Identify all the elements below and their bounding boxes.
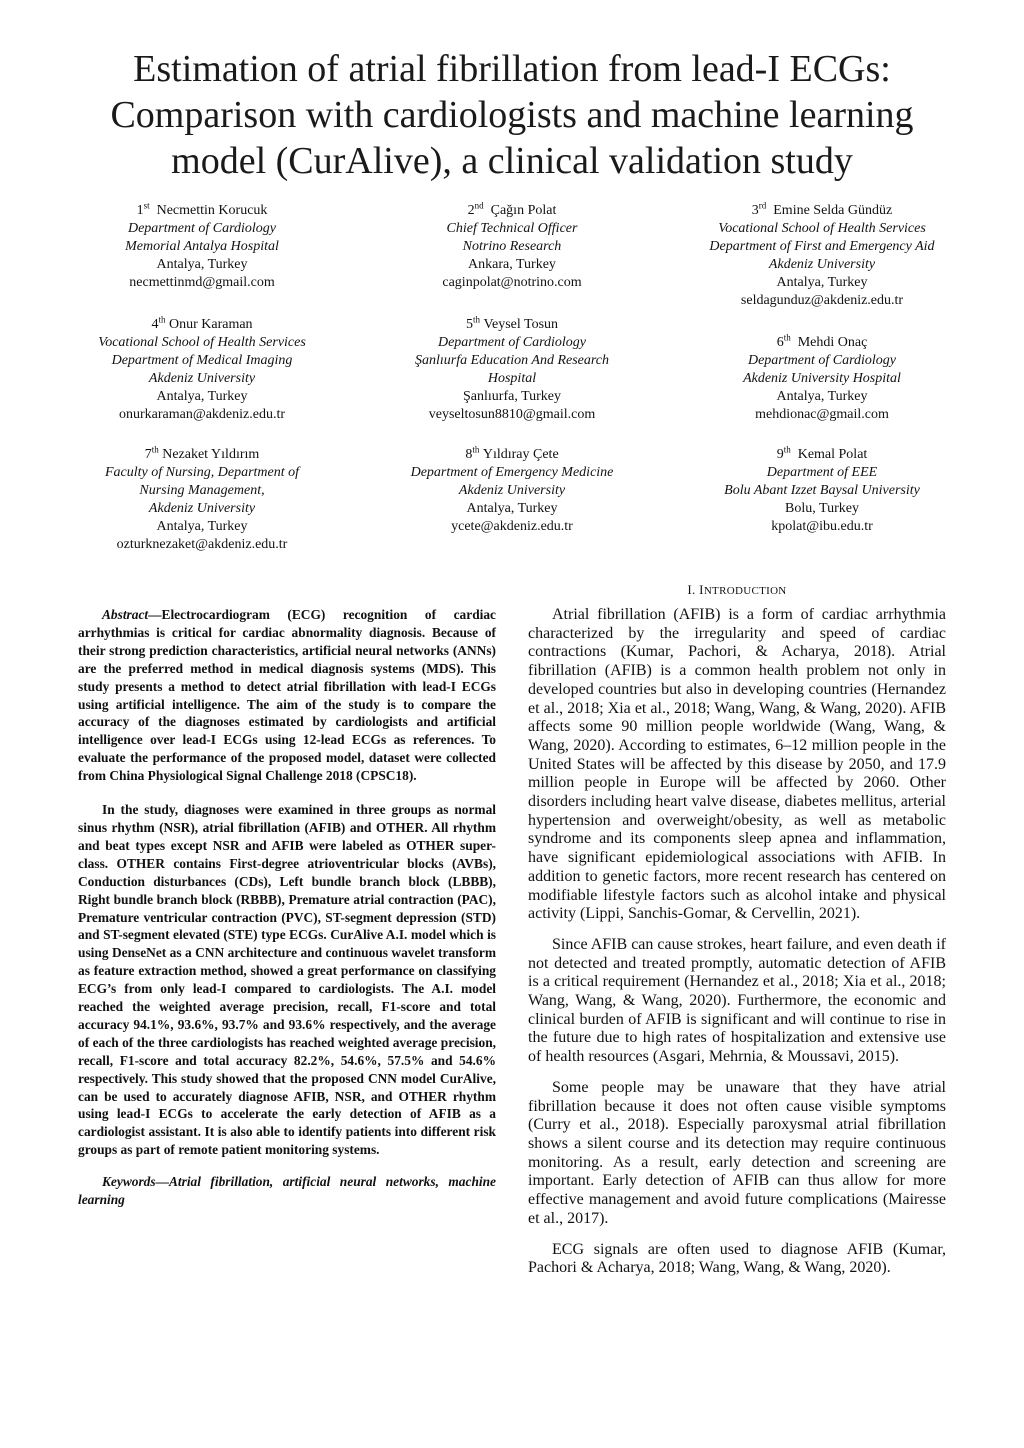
intro-paragraph: Atrial fibrillation (AFIB) is a form of cardiac arrhythmia characterized by the irregularity and speed of cardiac contractions (Kumar, Pachori, & Acharya, 2018). Atrial fibrillation (AFIB) is a common health problem not only in developed countries but also in developing countries (Hernandez et al., 2018; Xia et al., 2018; Wang, Wang, & Wang, 2020). AFIB affects some 90 million people worldwide (Wang, Wang, & Wang, 2020). According to estimates, 6–12 million people in the United States will be affected by this disease by 2050, and 17.9 million people in Europe will be affected by 2060. Other disorders including heart valve disease, diabetes mellitus, arterial hypertension and overweight/obesity, as well as metabolic syndrome and its components sleep apnea and inflammation, have significant epidemiological associations with AFIB. In addition to genetic factors, more recent research has centered on modifiable lifestyle factors such as alcohol intake and physical activity (Lippi, Sanchis-Gomar, & Cervellin, 2021). (528, 606, 946, 923)
author-location: Antalya, Turkey (466, 501, 558, 516)
author-name: 1st Necmettin Korucuk (136, 200, 268, 218)
author-affiliation: Faculty of Nursing, Department of (104, 465, 300, 480)
author-affiliation: Department of First and Emergency Aid (709, 239, 935, 254)
author-email: seldagunduz@akdeniz.edu.tr (740, 293, 904, 308)
author-name: 4th Onur Karaman (151, 314, 253, 332)
abstract-column (78, 606, 496, 1222)
author-location: Antalya, Turkey (156, 389, 248, 404)
author-affiliation: Department of Cardiology (437, 335, 587, 350)
section-heading: I. INTRODUCTION (687, 582, 787, 597)
title-line: Estimation of atrial fibrillation from lead-I ECGs: (133, 48, 891, 90)
author-affiliation: Chief Technical Officer (446, 221, 578, 236)
author-location: Antalya, Turkey (156, 257, 248, 272)
abstract-text: —Electrocardiogram (ECG) recognition of cardiac arrhythmias is critical for cardiac abnormality diagnosis. Because of their strong prediction characteristics, artificial neural networks (ANNs) are the preferred method in medical diagnosis systems (MDS). This study presents a method to detect atrial fibrillation with lead-I ECGs using artificial intelligence. The aim of the study is to compare the accuracy of the diagnoses estimated by cardiologists and artificial intelligence over lead-I ECGs using 12-lead ECGs as references. To evaluate the performance of the proposed model, dataset were collected from China Physiological Signal Challenge 2018 (CPSC18). (78, 607, 496, 784)
intro-paragraph: Some people may be unaware that they have atrial fibrillation because it does not often cause visible symptoms (Curry et al., 2018). Especially paroxysmal atrial fibrillation shows a silent course and its detection may require continuous monitoring. As a result, early detection and screening are important. Early detection of AFIB can thus allow for more effective management and avoid future complications (Mairesse et al., 2017). (528, 1078, 946, 1227)
author-affiliation: Department of Cardiology (747, 353, 897, 368)
author-affiliation: Hospital (487, 371, 537, 386)
author-location: Antalya, Turkey (156, 519, 248, 534)
author-location: Antalya, Turkey (776, 389, 868, 404)
author-affiliation: Akdeniz University (458, 483, 566, 498)
abstract-label: Abstract (102, 607, 149, 622)
intro-paragraph: ECG signals are often used to diagnose AFIB (Kumar, Pachori & Acharya, 2018; Wang, Wang, & Wang, 2020). (528, 1240, 946, 1277)
intro-paragraph: Since AFIB can cause strokes, heart failure, and even death if not detected and treated promptly, automatic detection of AFIB is a critical requirement (Hernandez et al., 2018; Xia et al., 2018; Wang, Wang, & Wang, 2020). Furthermore, the economic and clinical burden of AFIB is significant and will continue to rise in the future due to high rates of hospitalization and extensive use of health resources (Asgari, Mehrnia, & Moussavi, 2015). (528, 935, 946, 1066)
author-name: 9th Kemal Polat (776, 444, 868, 462)
author-name: 6th Mehdi Onaç (776, 332, 868, 350)
author-name: 7th Nezaket Yıldırım (144, 444, 260, 462)
author-affiliation: Department of Medical Imaging (111, 353, 293, 368)
author-affiliation: Memorial Antalya Hospital (125, 239, 279, 254)
author-location: Ankara, Turkey (468, 257, 556, 272)
author-name: 8th Yıldıray Çete (465, 444, 559, 462)
author-block-4 (52, 316, 352, 424)
author-affiliation: Akdeniz University (148, 501, 256, 516)
author-affiliation: Bolu Abant Izzet Baysal University (724, 483, 920, 498)
author-block-2 (362, 202, 662, 292)
author-email: mehdionac@gmail.com (755, 407, 889, 422)
author-location: Bolu, Turkey (785, 501, 859, 516)
author-affiliation: Vocational School of Health Services (98, 335, 306, 350)
author-block-9 (672, 446, 972, 536)
author-affiliation: Akdeniz University (768, 257, 876, 272)
author-affiliation: Akdeniz University Hospital (743, 371, 901, 386)
author-location: Antalya, Turkey (776, 275, 868, 290)
author-name: 2nd Çağın Polat (467, 200, 557, 218)
author-email: necmettinmd@gmail.com (129, 275, 275, 290)
author-email: ycete@akdeniz.edu.tr (451, 519, 573, 534)
author-block-8 (362, 446, 662, 536)
author-email: ozturknezaket@akdeniz.edu.tr (116, 537, 288, 552)
author-email: caginpolat@notrino.com (442, 275, 582, 290)
author-location: Şanlıurfa, Turkey (463, 389, 561, 404)
author-email: kpolat@ibu.edu.tr (771, 519, 873, 534)
author-block-6 (672, 334, 972, 424)
abstract-paragraph (78, 606, 496, 785)
author-block-1 (52, 202, 352, 292)
author-email: veyseltosun8810@gmail.com (428, 407, 596, 422)
introduction-column (528, 582, 946, 1290)
author-email: onurkaraman@akdeniz.edu.tr (118, 407, 286, 422)
title-line: model (CurAlive), a clinical validation study (171, 140, 853, 182)
author-affiliation: Department of Emergency Medicine (410, 465, 614, 480)
author-affiliation: Akdeniz University (148, 371, 256, 386)
author-affiliation: Vocational School of Health Services (718, 221, 926, 236)
author-affiliation: Department of EEE (766, 465, 878, 480)
keywords: Keywords—Atrial fibrillation, artificial neural networks, machine learning (78, 1174, 496, 1208)
author-block-7 (52, 446, 352, 554)
author-affiliation: Nursing Management, (139, 483, 265, 498)
author-block-3 (672, 202, 972, 310)
author-block-5 (362, 316, 662, 424)
paper-title (60, 46, 964, 184)
abstract-paragraph-2: In the study, diagnoses were examined in three groups as normal sinus rhythm (NSR), atrial fibrillation (AFIB) and OTHER. All rhythm and beat types except NSR and AFIB were labeled as OTHER super-class. OTHER contains First-degree atrioventricular blocks (AVBs), Conduction disturbances (CDs), Left bundle branch block (LBBB), Right bundle branch block (RBBB), Premature atrial contraction (PAC), Premature ventricular contraction (PVC), ST-segment depression (STD) and ST-segment elevated (STE) type ECGs. CurAlive A.I. model which is using DenseNet as a CNN architecture and continuous wavelet transform as feature extraction method, showed a great performance on classifying ECG’s from only lead-I compared to cardiologists. The A.I. model reached the weighted average precision, recall, F1-score and total accuracy 94.1%, 93.6%, 93.7% and 93.6% respectively, and the average of each of the three cardiologists has reached weighted average precision, recall, F1-score and total accuracy 82.2%, 54.6%, 57.5% and 54.6% respectively. This study showed that the proposed CNN model CurAlive, can be used to accurately diagnose AFIB, NSR, and OTHER rhythm using lead-I ECGs to accelerate the early detection of AFIB as a cardiologist assistant. It is also able to identify patients into different risk groups as part of remote patient monitoring systems. (78, 802, 496, 1158)
author-name: 5th Veysel Tosun (465, 314, 559, 332)
author-affiliation: Notrino Research (462, 239, 562, 254)
author-name: 3rd Emine Selda Gündüz (751, 200, 893, 218)
title-line: Comparison with cardiologists and machine learning (110, 94, 914, 136)
author-affiliation: Şanlıurfa Education And Research (414, 353, 610, 368)
author-affiliation: Department of Cardiology (127, 221, 277, 236)
